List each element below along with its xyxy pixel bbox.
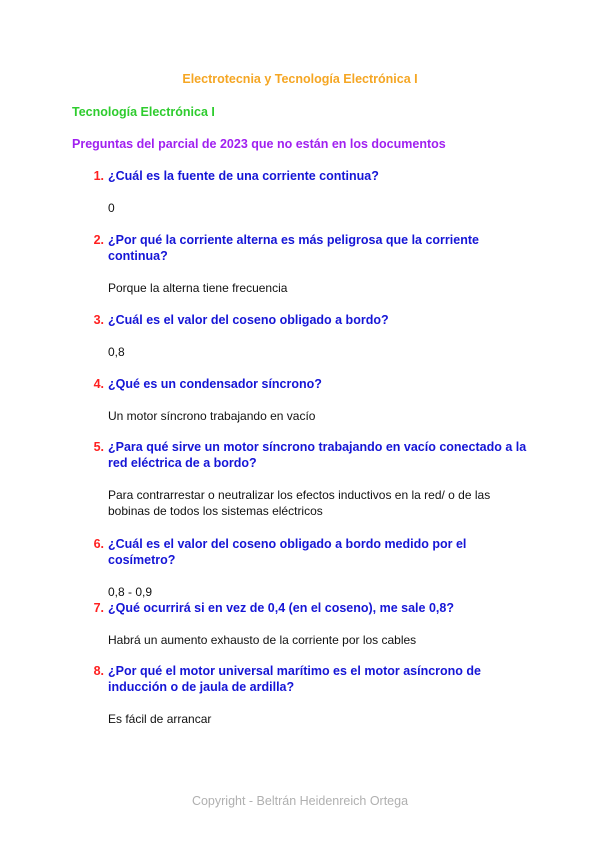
- answer-text: Habrá un aumento exhausto de la corriente por los cables: [108, 633, 417, 647]
- document-title: Electrotecnia y Tecnología Electrónica I: [182, 72, 418, 86]
- question-list: [0, 168, 600, 743]
- question-text: ¿Cuál es la fuente de una corriente continua?: [108, 169, 379, 183]
- qa-item-2: [0, 232, 600, 312]
- qa-item-7: [0, 600, 600, 663]
- question-number: 6.: [93, 537, 104, 551]
- question-number: 8.: [93, 664, 104, 678]
- subject-heading: Tecnología Electrónica I: [72, 105, 215, 119]
- question-text: ¿Para qué sirve un motor síncrono trabajando en vacío conectado a la red eléctrica de a bordo?: [108, 440, 527, 470]
- question-number: 5.: [93, 440, 104, 454]
- answer-text: Es fácil de arrancar: [108, 712, 212, 726]
- question-text: ¿Cuál es el valor del coseno obligado a bordo?: [108, 313, 389, 327]
- qa-item-5: [0, 439, 600, 536]
- question-text: ¿Por qué el motor universal marítimo es el motor asíncrono de inducción o de jaula de ardilla?: [108, 664, 482, 694]
- answer-text: Para contrarrestar o neutralizar los efectos inductivos en la red/ o de las bobinas de todos los sistemas eléctricos: [108, 488, 491, 518]
- question-number: 4.: [93, 377, 104, 391]
- question-text: ¿Qué ocurrirá si en vez de 0,4 (en el coseno), me sale 0,8?: [108, 601, 454, 615]
- qa-item-3: [0, 312, 600, 376]
- qa-item-1: [0, 168, 600, 232]
- question-text: ¿Qué es un condensador síncrono?: [108, 377, 322, 391]
- answer-text: Porque la alterna tiene frecuencia: [108, 281, 288, 295]
- answer-text: 0,8: [108, 345, 125, 359]
- question-text: ¿Por qué la corriente alterna es más peligrosa que la corriente continua?: [108, 233, 479, 263]
- question-text: ¿Cuál es el valor del coseno obligado a bordo medido por el cosímetro?: [108, 537, 467, 567]
- question-number: 2.: [93, 233, 104, 247]
- question-number: 7.: [93, 601, 104, 615]
- qa-item-8: [0, 663, 600, 743]
- answer-text: Un motor síncrono trabajando en vacío: [108, 409, 316, 423]
- qa-item-4: [0, 376, 600, 439]
- answer-text: 0: [108, 201, 115, 215]
- question-number: 1.: [93, 169, 104, 183]
- question-number: 3.: [93, 313, 104, 327]
- copyright-footer: Copyright - Beltrán Heidenreich Ortega: [191, 794, 409, 808]
- answer-text: 0,8 - 0,9: [108, 585, 153, 599]
- section-heading: Preguntas del parcial de 2023 que no están en los documentos: [72, 137, 446, 151]
- qa-item-6: [0, 536, 600, 600]
